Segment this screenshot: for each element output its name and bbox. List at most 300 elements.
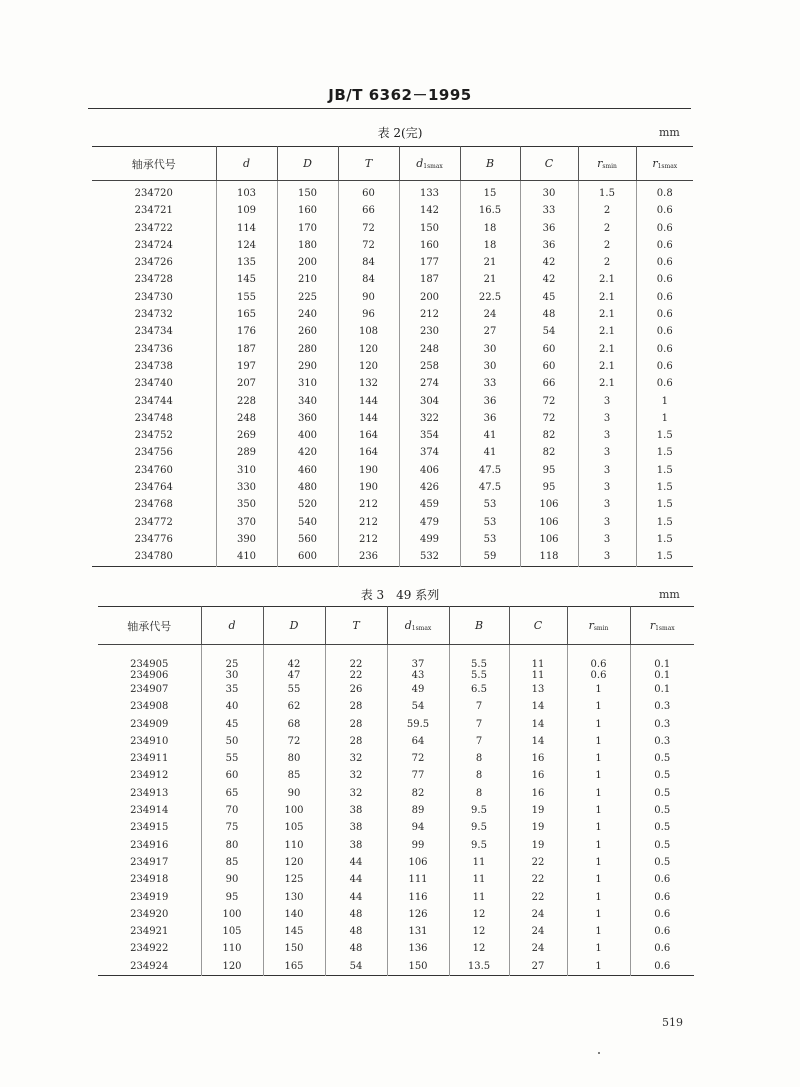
table-cell: 48 [520, 306, 578, 323]
table3-unit: mm [659, 588, 680, 601]
bearing-code-cell: 234744 [134, 395, 173, 407]
table-cell: 15 [460, 181, 520, 203]
table-cell: 2 [578, 254, 636, 271]
table-cell: 47 [263, 670, 325, 681]
table-cell: 106 [520, 531, 578, 548]
bearing-code-cell: 234738 [134, 360, 173, 372]
table-cell: 160 [277, 202, 338, 219]
table-cell: 1.5 [636, 462, 693, 479]
table-cell: 37 [387, 655, 449, 670]
table-cell: 150 [387, 958, 449, 976]
table-cell: 0.6 [630, 940, 694, 957]
table-cell: 1.5 [636, 548, 693, 566]
table-cell: 135 [216, 254, 277, 271]
table-cell: 120 [338, 358, 399, 375]
table-cell: 105 [201, 923, 263, 940]
table-cell: 1 [567, 802, 630, 819]
table-cell: 103 [216, 181, 277, 203]
table-cell: 32 [325, 767, 387, 784]
spacer-cell [449, 645, 509, 656]
col-header [263, 607, 325, 645]
col-label: r [652, 157, 658, 170]
bearing-code-cell: 234728 [134, 274, 173, 286]
table-cell: 1.5 [636, 444, 693, 461]
table-cell: 197 [216, 358, 277, 375]
table-cell: 60 [520, 358, 578, 375]
col-header [460, 147, 520, 181]
spacer-cell [387, 645, 449, 656]
table-row [98, 670, 694, 681]
table-cell: 72 [387, 750, 449, 767]
table-row [92, 289, 693, 306]
bearing-code-cell: 234924 [130, 960, 169, 972]
col-label: 轴承代号 [127, 619, 172, 633]
table-row [92, 444, 693, 461]
table-row [98, 940, 694, 957]
table-cell: 0.5 [630, 819, 694, 836]
table-cell: 142 [399, 202, 460, 219]
table-cell: 8 [449, 785, 509, 802]
table-row [92, 202, 693, 219]
table-cell: 60 [201, 767, 263, 784]
table3-body [98, 645, 694, 976]
table-cell: 2 [578, 220, 636, 237]
table-cell: 560 [277, 531, 338, 548]
table-cell: 200 [277, 254, 338, 271]
table-cell: 3 [578, 496, 636, 513]
col-label: C [533, 619, 543, 632]
table-row [92, 358, 693, 375]
bearing-code-cell: 234913 [130, 787, 169, 799]
table-cell: 144 [338, 393, 399, 410]
table-cell: 6.5 [449, 681, 509, 698]
table-cell: 1 [567, 750, 630, 767]
col-header [630, 607, 694, 645]
table-row [92, 393, 693, 410]
col-header [399, 147, 460, 181]
table2-header-row [92, 147, 693, 181]
table-cell: 520 [277, 496, 338, 513]
col-header [567, 607, 630, 645]
table-cell: 36 [520, 237, 578, 254]
table-row [98, 767, 694, 784]
table-cell: 36 [460, 393, 520, 410]
bearing-code-cell: 234736 [134, 343, 173, 355]
table-cell: 133 [399, 181, 460, 203]
scan-speck [598, 1052, 600, 1054]
bearing-code-cell: 234760 [134, 464, 173, 476]
table-cell: 11 [449, 889, 509, 906]
bearing-code-cell: 234780 [134, 551, 173, 563]
table-cell: 22 [509, 889, 567, 906]
bearing-code-cell: 234922 [130, 943, 169, 955]
table-cell: 13.5 [449, 958, 509, 976]
table-cell: 165 [263, 958, 325, 976]
bearing-code-cell: 234726 [134, 257, 173, 269]
table-cell: 0.6 [636, 341, 693, 358]
table-cell: 390 [216, 531, 277, 548]
table-cell: 45 [520, 289, 578, 306]
bearing-code-cell: 234722 [134, 222, 173, 234]
table-cell: 160 [399, 237, 460, 254]
table-cell: 28 [325, 698, 387, 715]
bearing-code-cell: 234911 [130, 753, 169, 765]
bearing-code-cell: 234920 [130, 908, 169, 920]
table-cell: 59.5 [387, 716, 449, 733]
table-cell: 0.6 [630, 906, 694, 923]
table-cell: 72 [338, 237, 399, 254]
bearing-code-cell: 234724 [134, 239, 173, 251]
table-cell: 25 [201, 655, 263, 670]
col-label: T [364, 157, 373, 170]
table-cell: 460 [277, 462, 338, 479]
table-cell: 32 [325, 785, 387, 802]
table-row [98, 681, 694, 698]
table-cell: 55 [201, 750, 263, 767]
table-cell: 36 [520, 220, 578, 237]
table-cell: 0.6 [636, 306, 693, 323]
table-cell: 110 [263, 837, 325, 854]
col-label: 轴承代号 [131, 157, 176, 171]
table-cell: 0.5 [630, 837, 694, 854]
table-cell: 1 [567, 940, 630, 957]
table-cell: 480 [277, 479, 338, 496]
spacer-cell [567, 645, 630, 656]
table-row [92, 462, 693, 479]
table-cell: 1 [567, 906, 630, 923]
table-cell: 96 [338, 306, 399, 323]
table-row [92, 514, 693, 531]
table-cell: 8 [449, 750, 509, 767]
col-header [92, 147, 216, 181]
table-cell: 2 [578, 237, 636, 254]
table-cell: 165 [216, 306, 277, 323]
table-cell: 1.5 [636, 496, 693, 513]
table-cell: 28 [325, 733, 387, 750]
col-header [325, 607, 387, 645]
table-cell: 1 [636, 393, 693, 410]
bearing-code-cell: 234905 [130, 659, 169, 670]
col-label: D [289, 619, 299, 632]
table-row [98, 802, 694, 819]
table-cell: 90 [201, 871, 263, 888]
table-row [92, 181, 693, 203]
table-cell: 12 [449, 906, 509, 923]
table-cell: 60 [338, 181, 399, 203]
table-cell: 84 [338, 254, 399, 271]
table-cell: 85 [263, 767, 325, 784]
table-row [92, 375, 693, 392]
table2 [92, 146, 693, 567]
table-cell: 41 [460, 427, 520, 444]
header-rule [88, 108, 691, 109]
col-sub: 1smax [423, 163, 443, 170]
table-cell: 212 [338, 514, 399, 531]
table-cell: 77 [387, 767, 449, 784]
table-cell: 42 [520, 254, 578, 271]
col-sub: 1smax [657, 163, 678, 170]
table-cell: 95 [201, 889, 263, 906]
table-cell: 228 [216, 393, 277, 410]
table-row [98, 733, 694, 750]
spacer-cell [263, 645, 325, 656]
table-cell: 1 [567, 889, 630, 906]
col-header [216, 147, 277, 181]
table-cell: 1.5 [636, 531, 693, 548]
bearing-code-cell: 234732 [134, 309, 173, 321]
table-cell: 400 [277, 427, 338, 444]
table-row [98, 716, 694, 733]
table-cell: 230 [399, 323, 460, 340]
table-cell: 12 [449, 940, 509, 957]
table-cell: 65 [201, 785, 263, 802]
table-cell: 1 [567, 785, 630, 802]
table-cell: 540 [277, 514, 338, 531]
table-cell: 21 [460, 271, 520, 288]
table-cell: 1.5 [578, 181, 636, 203]
table-cell: 0.5 [630, 854, 694, 871]
table-cell: 22.5 [460, 289, 520, 306]
table-cell: 1 [636, 410, 693, 427]
table-cell: 106 [520, 514, 578, 531]
table-cell: 410 [216, 548, 277, 566]
table2-unit: mm [659, 126, 680, 139]
table-cell: 236 [338, 548, 399, 566]
table-cell: 126 [387, 906, 449, 923]
table-cell: 124 [216, 237, 277, 254]
bearing-code-cell: 234919 [130, 891, 169, 903]
table-cell: 1 [567, 958, 630, 976]
table-cell: 0.6 [636, 237, 693, 254]
table-cell: 330 [216, 479, 277, 496]
table-cell: 59 [460, 548, 520, 566]
table-cell: 35 [201, 681, 263, 698]
table-cell: 22 [325, 655, 387, 670]
col-label: r [597, 157, 603, 170]
table-cell: 212 [338, 531, 399, 548]
table-cell: 310 [216, 462, 277, 479]
table-cell: 258 [399, 358, 460, 375]
table-row [92, 496, 693, 513]
table-cell: 53 [460, 496, 520, 513]
col-sub: smin [593, 625, 609, 632]
table3-header-row [98, 607, 694, 645]
table-row [98, 750, 694, 767]
table-cell: 0.6 [636, 323, 693, 340]
table-cell: 1.5 [636, 479, 693, 496]
table-cell: 360 [277, 410, 338, 427]
document-header: JB/T 6362－1995 [328, 86, 472, 104]
table-cell: 50 [201, 733, 263, 750]
table-cell: 16.5 [460, 202, 520, 219]
table-cell: 0.5 [630, 785, 694, 802]
table-cell: 150 [277, 181, 338, 203]
table-cell: 1.5 [636, 514, 693, 531]
table-cell: 82 [520, 427, 578, 444]
table-cell: 14 [509, 733, 567, 750]
table-cell: 0.3 [630, 716, 694, 733]
table-cell: 44 [325, 854, 387, 871]
table-cell: 274 [399, 375, 460, 392]
table-cell: 290 [277, 358, 338, 375]
table-cell: 212 [338, 496, 399, 513]
table-row [98, 819, 694, 836]
table-row [98, 655, 694, 670]
table-cell: 42 [520, 271, 578, 288]
col-header [277, 147, 338, 181]
table-cell: 207 [216, 375, 277, 392]
bearing-code-cell: 234917 [130, 856, 169, 868]
table-cell: 0.6 [636, 220, 693, 237]
table-cell: 0.3 [630, 698, 694, 715]
table-cell: 248 [216, 410, 277, 427]
bearing-code-cell: 234772 [134, 516, 173, 528]
table-cell: 3 [578, 393, 636, 410]
bearing-code-cell: 234730 [134, 291, 173, 303]
table-cell: 75 [201, 819, 263, 836]
spacer-cell [201, 645, 263, 656]
table-cell: 64 [387, 733, 449, 750]
table-cell: 33 [460, 375, 520, 392]
table-cell: 54 [387, 698, 449, 715]
bearing-code-cell: 234916 [130, 839, 169, 851]
col-label: r [649, 619, 656, 632]
table-cell: 100 [201, 906, 263, 923]
table-cell: 304 [399, 393, 460, 410]
table-cell: 1 [567, 716, 630, 733]
table-row [92, 410, 693, 427]
table-cell: 187 [399, 271, 460, 288]
table-cell: 420 [277, 444, 338, 461]
table-cell: 3 [578, 514, 636, 531]
table-cell: 44 [325, 871, 387, 888]
bearing-code-cell: 234740 [134, 378, 173, 390]
table-cell: 3 [578, 427, 636, 444]
col-header [520, 147, 578, 181]
bearing-code-cell: 234909 [130, 718, 169, 730]
table-cell: 1 [567, 871, 630, 888]
table-cell: 459 [399, 496, 460, 513]
table-cell: 114 [216, 220, 277, 237]
table-cell: 136 [387, 940, 449, 957]
table-cell: 0.6 [636, 358, 693, 375]
table-cell: 16 [509, 767, 567, 784]
table-cell: 27 [509, 958, 567, 976]
table-cell: 260 [277, 323, 338, 340]
table-cell: 106 [387, 854, 449, 871]
spacer-row [98, 645, 694, 656]
table-cell: 28 [325, 716, 387, 733]
table-cell: 0.6 [630, 923, 694, 940]
table-cell: 2.1 [578, 289, 636, 306]
table-cell: 1 [567, 819, 630, 836]
table-cell: 16 [509, 785, 567, 802]
table-cell: 426 [399, 479, 460, 496]
spacer-cell [325, 645, 387, 656]
table-cell: 180 [277, 237, 338, 254]
table-cell: 111 [387, 871, 449, 888]
table-cell: 532 [399, 548, 460, 566]
table-cell: 150 [399, 220, 460, 237]
bearing-code-cell: 234752 [134, 430, 173, 442]
table-cell: 1 [567, 733, 630, 750]
table-cell: 3 [578, 531, 636, 548]
bearing-code-cell: 234908 [130, 701, 169, 713]
table-row [92, 237, 693, 254]
table-row [98, 958, 694, 976]
table-cell: 150 [263, 940, 325, 957]
col-header [98, 607, 201, 645]
table-cell: 30 [201, 670, 263, 681]
table-cell: 1 [567, 854, 630, 871]
table-cell: 190 [338, 479, 399, 496]
table-cell: 145 [263, 923, 325, 940]
table3 [98, 606, 694, 976]
table-cell: 600 [277, 548, 338, 566]
table-row [92, 548, 693, 566]
table-row [92, 271, 693, 288]
table-cell: 479 [399, 514, 460, 531]
table-row [92, 254, 693, 271]
table-cell: 30 [520, 181, 578, 203]
table-cell: 60 [520, 341, 578, 358]
bearing-code-cell: 234720 [134, 188, 173, 199]
bearing-code-cell: 234721 [134, 205, 173, 217]
table-cell: 499 [399, 531, 460, 548]
table-cell: 406 [399, 462, 460, 479]
table-cell: 0.5 [630, 802, 694, 819]
table-cell: 176 [216, 323, 277, 340]
table-cell: 0.6 [636, 271, 693, 288]
table-cell: 89 [387, 802, 449, 819]
table-cell: 9.5 [449, 819, 509, 836]
table-cell: 0.6 [630, 871, 694, 888]
col-label: d [242, 157, 251, 170]
table-cell: 1 [567, 681, 630, 698]
table-cell: 190 [338, 462, 399, 479]
table-cell: 54 [520, 323, 578, 340]
table-cell: 13 [509, 681, 567, 698]
bearing-code-cell: 234910 [130, 735, 169, 747]
table2-body [92, 181, 693, 567]
table-cell: 3 [578, 444, 636, 461]
table-cell: 49 [387, 681, 449, 698]
table-row [98, 889, 694, 906]
table-cell: 130 [263, 889, 325, 906]
table-cell: 1 [567, 767, 630, 784]
table-cell: 19 [509, 819, 567, 836]
table-row [92, 323, 693, 340]
table-cell: 105 [263, 819, 325, 836]
bearing-code-cell: 234918 [130, 874, 169, 886]
table3-caption: 表 3 49 系列 [360, 588, 440, 602]
table-cell: 374 [399, 444, 460, 461]
table-cell: 12 [449, 923, 509, 940]
table-cell: 7 [449, 733, 509, 750]
table-cell: 0.6 [567, 655, 630, 670]
table-cell: 1.5 [636, 427, 693, 444]
table-cell: 2.1 [578, 341, 636, 358]
table-row [98, 854, 694, 871]
table-cell: 280 [277, 341, 338, 358]
table-cell: 131 [387, 923, 449, 940]
table-cell: 24 [509, 906, 567, 923]
table-cell: 5.5 [449, 670, 509, 681]
table-row [92, 341, 693, 358]
table-cell: 177 [399, 254, 460, 271]
table-cell: 0.6 [630, 958, 694, 976]
table-cell: 44 [325, 889, 387, 906]
